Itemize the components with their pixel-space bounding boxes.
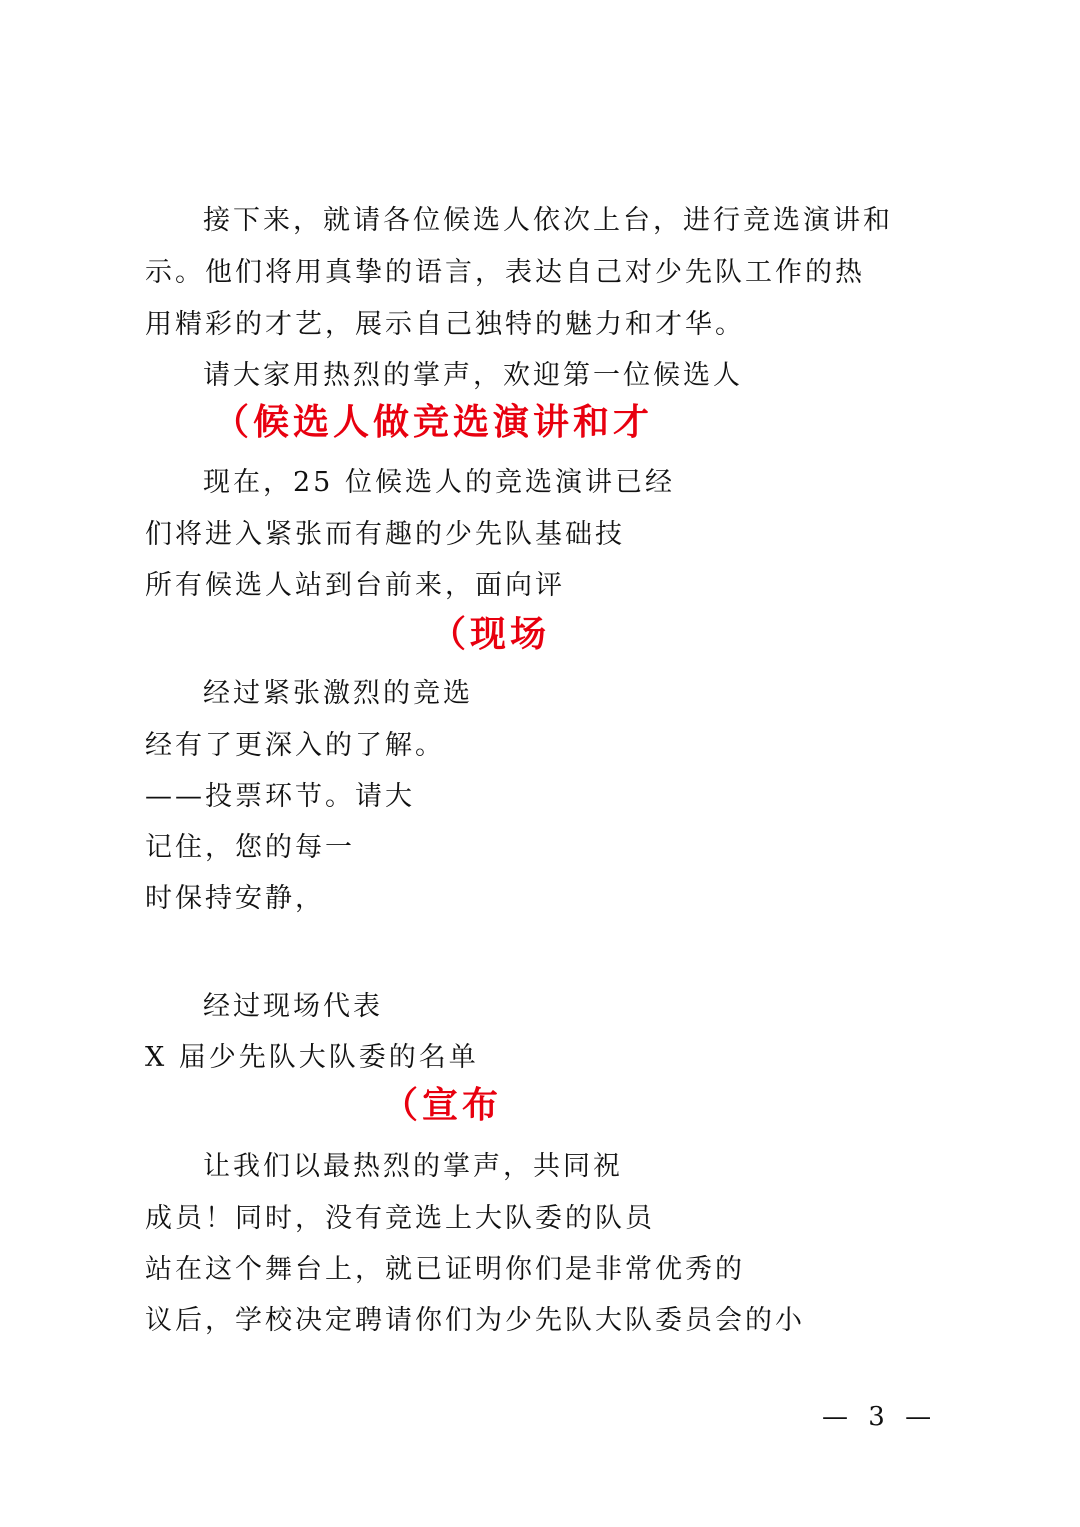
paragraph-line: 经过现场代表 <box>203 991 383 1022</box>
paragraph-line: 接下来，就请各位候选人依次上台，进行竞选演讲和 <box>203 205 893 236</box>
paragraph-line: 成员！同时，没有竞选上大队委的队员 <box>145 1203 655 1234</box>
paragraph-line: 用精彩的才艺，展示自己独特的魅力和才华。 <box>145 309 745 340</box>
paragraph-line: 请大家用热烈的掌声，欢迎第一位候选人 <box>203 360 743 391</box>
paragraph-line: 站在这个舞台上，就已证明你们是非常优秀的 <box>145 1254 745 1285</box>
paragraph-line: 经有了更深入的了解。 <box>145 730 445 761</box>
paragraph-line: 议后，学校决定聘请你们为少先队大队委员会的小 <box>145 1305 805 1336</box>
paragraph-line: 所有候选人站到台前来，面向评 <box>145 570 565 601</box>
page-number: — 3 — <box>822 1402 938 1432</box>
paragraph-line: 们将进入紧张而有趣的少先队基础技 <box>145 519 625 550</box>
paragraph-line: 记住，您的每一 <box>145 832 355 863</box>
paragraph-line: 现在，25 位候选人的竞选演讲已经 <box>203 467 675 498</box>
red-heading: （现场 <box>430 614 551 655</box>
paragraph-line: ——投票环节。请大 <box>145 781 415 812</box>
paragraph-line: 让我们以最热烈的掌声，共同祝 <box>203 1151 623 1182</box>
paragraph-line: X 届少先队大队委的名单 <box>145 1042 479 1073</box>
red-heading: （宣布 <box>382 1085 503 1126</box>
paragraph-line: 时保持安静， <box>145 883 325 914</box>
red-heading: （候选人做竞选演讲和才 <box>213 402 654 443</box>
paragraph-line: 经过紧张激烈的竞选 <box>203 678 473 709</box>
paragraph-line: 示。他们将用真挚的语言，表达自己对少先队工作的热 <box>145 257 865 288</box>
